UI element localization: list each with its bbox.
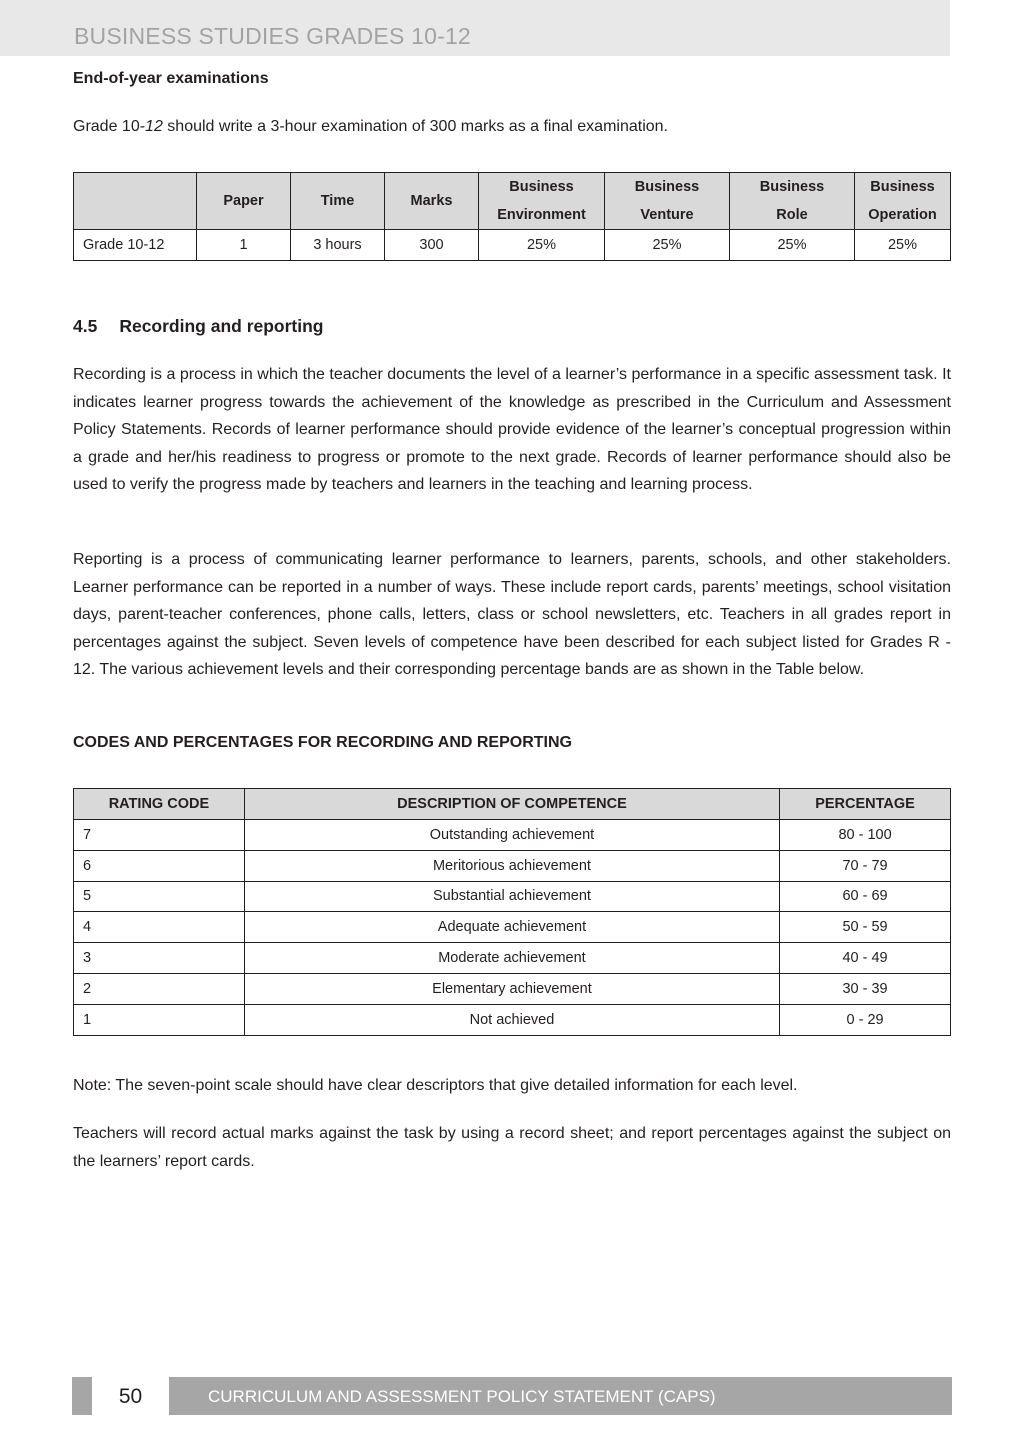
competence-description: Adequate achievement	[244, 912, 779, 943]
rating-code: 7	[74, 820, 245, 851]
competence-description: Substantial achievement	[244, 881, 779, 912]
codes-header-description: DESCRIPTION OF COMPETENCE	[244, 789, 779, 820]
table-row	[74, 943, 951, 974]
exam-table-header-row	[74, 173, 951, 230]
percentage-band: 40 - 49	[780, 943, 951, 974]
exam-heading: End-of-year examinations	[73, 70, 269, 87]
exam-table-row	[74, 230, 951, 261]
codes-table	[73, 788, 951, 1036]
exam-header-marks: Marks	[385, 173, 479, 230]
exam-cell-marks: 300	[385, 230, 479, 261]
codes-header-row	[74, 789, 951, 820]
page-number: 50	[92, 1377, 169, 1415]
competence-description: Not achieved	[244, 1004, 779, 1035]
codes-table-wrap	[73, 788, 951, 1036]
rating-code: 2	[74, 973, 245, 1004]
table-row	[74, 912, 951, 943]
exam-header-business-venture: Business Venture	[605, 173, 730, 230]
exam-header-paper: Paper	[197, 173, 291, 230]
competence-description: Outstanding achievement	[244, 820, 779, 851]
percentage-band: 0 - 29	[780, 1004, 951, 1035]
percentage-band: 80 - 100	[780, 820, 951, 851]
table-row	[74, 850, 951, 881]
table-row	[74, 820, 951, 851]
percentage-band: 60 - 69	[780, 881, 951, 912]
percentage-band: 70 - 79	[780, 850, 951, 881]
exam-cell-venture: 25%	[605, 230, 730, 261]
exam-cell-paper: 1	[197, 230, 291, 261]
exam-cell-operation: 25%	[855, 230, 951, 261]
section-heading	[73, 316, 951, 337]
rating-code: 4	[74, 912, 245, 943]
exam-cell-grade: Grade 10-12	[74, 230, 197, 261]
running-header-title: BUSINESS STUDIES GRADES 10-12	[74, 23, 471, 49]
exam-header-business-operation: Business Operation	[855, 173, 951, 230]
section-title: Recording and reporting	[119, 316, 324, 336]
closing-paragraph: Teachers will record actual marks against the task by using a record sheet; and report percentages against the subject on the learners’ report cards.	[73, 1125, 951, 1170]
exam-header-business-environment: Business Environment	[479, 173, 605, 230]
rating-code: 6	[74, 850, 245, 881]
competence-description: Meritorious achievement	[244, 850, 779, 881]
exam-table	[73, 172, 951, 261]
note-paragraph: Note: The seven-point scale should have clear descriptors that give detailed information for each level.	[73, 1077, 798, 1094]
competence-description: Elementary achievement	[244, 973, 779, 1004]
exam-intro: Grade 10-12 should write a 3-hour examination of 300 marks as a final examination.	[73, 118, 668, 135]
percentage-band: 30 - 39	[780, 973, 951, 1004]
codes-header-percentage: PERCENTAGE	[780, 789, 951, 820]
footer-caps-title: CURRICULUM AND ASSESSMENT POLICY STATEMENT (CAPS)	[208, 1387, 716, 1406]
codes-heading: CODES AND PERCENTAGES FOR RECORDING AND REPORTING	[73, 734, 572, 751]
table-row	[74, 973, 951, 1004]
reporting-paragraph: Reporting is a process of communicating learner performance to learners, parents, schools, and other stakeholders. Learner performance can be reported in a number of ways. These include report cards, parents’ meetings, school visitation days, parent-teacher conferences, phone calls, letters, class or school newsletters, etc. Teachers in all grades report in percentages against the subject. Seven levels of competence have been described for each subject listed for Grades R - 12. The various achievement levels and their corresponding percentage bands are as shown in the Table below.	[73, 551, 951, 679]
rating-code: 3	[74, 943, 245, 974]
exam-header-business-role: Business Role	[730, 173, 855, 230]
footer-bar	[72, 1377, 952, 1415]
rating-code: 5	[74, 881, 245, 912]
table-row	[74, 1004, 951, 1035]
rating-code: 1	[74, 1004, 245, 1035]
exam-cell-role: 25%	[730, 230, 855, 261]
competence-description: Moderate achievement	[244, 943, 779, 974]
table-row	[74, 881, 951, 912]
exam-cell-environment: 25%	[479, 230, 605, 261]
exam-table-wrap	[73, 172, 951, 261]
section-number: 4.5	[73, 316, 98, 336]
exam-header-blank	[74, 173, 197, 230]
codes-header-rating: RATING CODE	[74, 789, 245, 820]
exam-cell-time: 3 hours	[291, 230, 385, 261]
recording-paragraph: Recording is a process in which the teacher documents the level of a learner’s performance in a specific assessment task. It indicates learner progress towards the achievement of the knowledge as prescribed in the Curriculum and Assessment Policy Statements. Records of learner performance should provide evidence of the learner’s conceptual progression within a grade and her/his readiness to progress or promote to the next grade. Records of learner performance should also be used to verify the progress made by teachers and learners in the teaching and learning process.	[73, 366, 951, 494]
exam-header-time: Time	[291, 173, 385, 230]
percentage-band: 50 - 59	[780, 912, 951, 943]
